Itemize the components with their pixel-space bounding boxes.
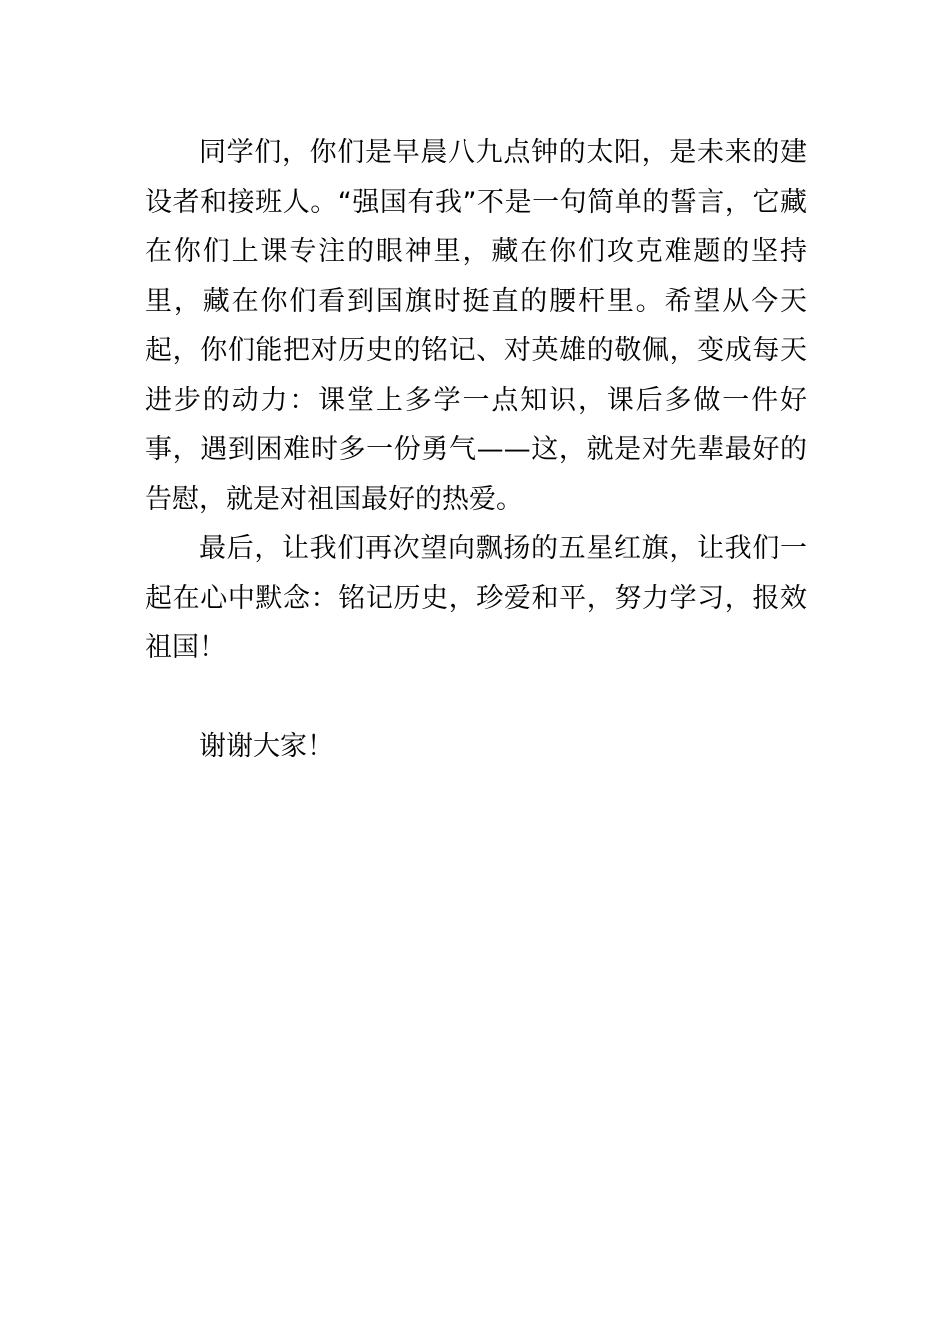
blank-line [145,673,807,723]
document-body [145,128,807,772]
closing-thanks: 谢谢大家！ [199,731,334,762]
paragraph-encouragement: 同学们，你们是早晨八九点钟的太阳，是未来的建设者和接班人。“强国有我”不是一句简单的誓言，它藏在你们上课专注的眼神里，藏在你们攻克难题的坚持里，藏在你们看到国旗时挺直的腰杆里。希望从今天起，你们能把对历史的铭记、对英雄的敬佩，变成每天进步的动力：课堂上多学一点知识，课后多做一件好事，遇到困难时多一份勇气——这，就是对先辈最好的告慰，就是对祖国最好的热爱。 [145,137,807,515]
paragraph-conclusion: 最后，让我们再次望向飘扬的五星红旗，让我们一起在心中默念：铭记历史，珍爱和平，努力学习，报效祖国！ [145,533,807,663]
